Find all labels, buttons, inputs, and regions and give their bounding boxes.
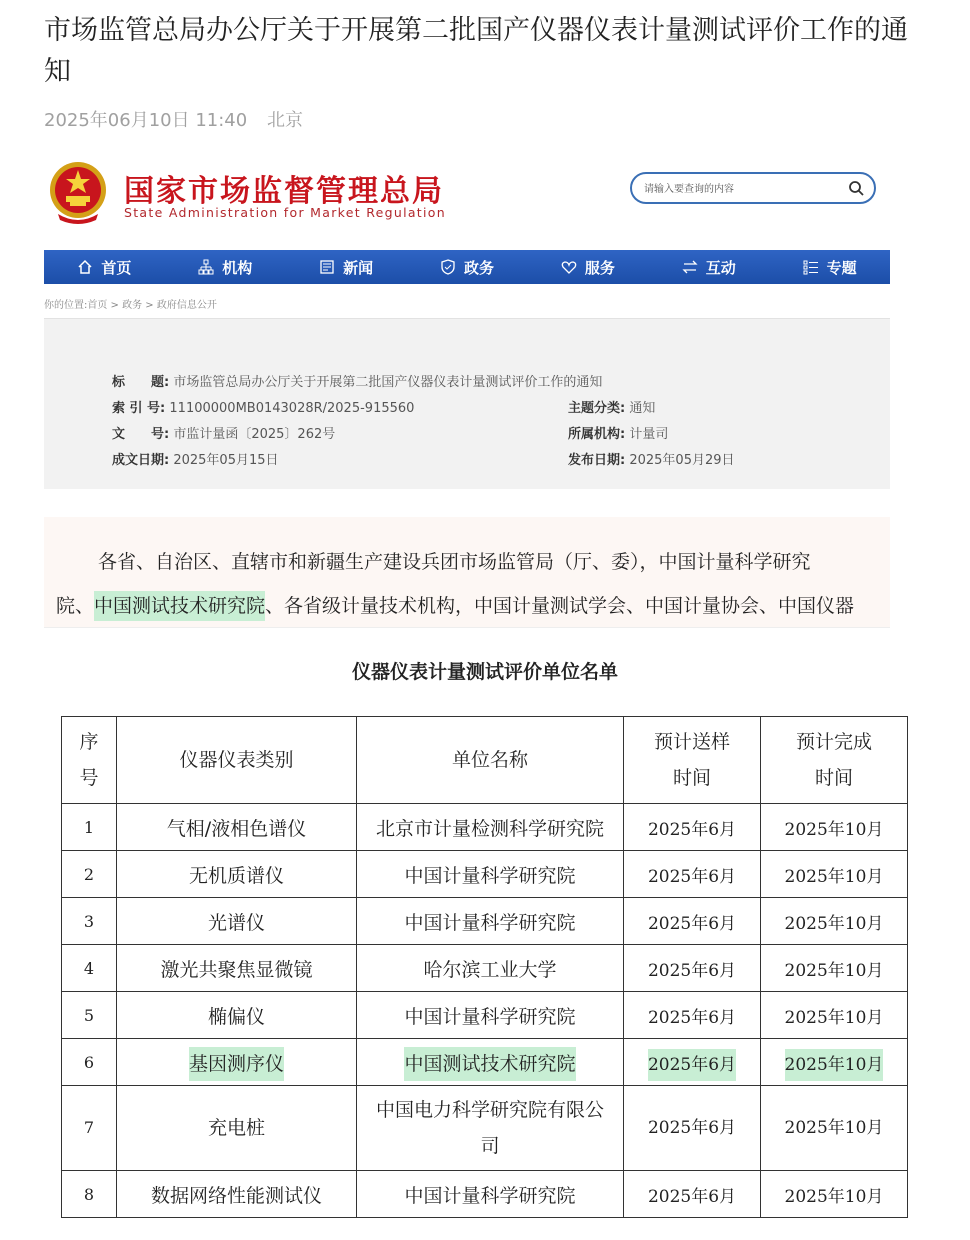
cell-done: 2025年10月 xyxy=(761,992,908,1039)
site-logo-en: State Administration for Market Regulation xyxy=(124,205,446,220)
info-doc-number-label: 文 号: xyxy=(112,427,170,442)
cell-unit: 中国计量科学研究院 xyxy=(357,1171,624,1218)
table-row xyxy=(62,851,908,898)
info-doc-number xyxy=(112,423,335,442)
letter-line-2-post: 、各省级计量技术机构，中国计量测试学会、中国计量协会、中国仪器 xyxy=(265,595,855,617)
cell-no: 6 xyxy=(62,1039,117,1086)
header-category: 仪器仪表类别 xyxy=(117,717,357,804)
cell-send: 2025年6月 xyxy=(624,851,761,898)
list-icon xyxy=(803,259,819,275)
cell-category: 光谱仪 xyxy=(117,898,357,945)
info-created-date xyxy=(112,449,279,468)
cell-send: 2025年6月 xyxy=(624,1171,761,1218)
info-title xyxy=(112,371,602,390)
info-org xyxy=(568,423,668,442)
letter-line-1: 各省、自治区、直辖市和新疆生产建设兵团市场监管局（厅、委），中国计量科学研究 xyxy=(98,551,811,573)
table-title: 仪器仪表计量测试评价单位名单 xyxy=(351,661,618,683)
nav-interaction[interactable] xyxy=(648,250,769,284)
table-row-highlighted xyxy=(62,1039,908,1086)
header-no: 序 号 xyxy=(62,717,117,804)
table-row xyxy=(62,945,908,992)
cell-category: 无机质谱仪 xyxy=(117,851,357,898)
header-unit: 单位名称 xyxy=(357,717,624,804)
search-input[interactable] xyxy=(642,178,836,200)
national-emblem-icon xyxy=(48,160,108,224)
document-info-box xyxy=(44,318,890,489)
cell-unit: 中国计量科学研究院 xyxy=(357,851,624,898)
cell-send: 2025年6月 xyxy=(624,898,761,945)
table-row xyxy=(62,992,908,1039)
table-row xyxy=(62,1171,908,1218)
cell-done: 2025年10月 xyxy=(761,804,908,851)
cell-send: 2025年6月 xyxy=(624,992,761,1039)
info-published-date xyxy=(568,449,735,468)
header-done-time: 预计完成 时间 xyxy=(761,717,908,804)
shield-icon xyxy=(440,259,456,275)
nav-government-affairs-label: 政务 xyxy=(464,258,495,277)
info-created-value: 2025年05月15日 xyxy=(173,453,279,468)
cell-send: 2025年6月 xyxy=(624,945,761,992)
nav-interaction-label: 互动 xyxy=(705,258,736,277)
exchange-icon xyxy=(682,259,698,275)
table-row xyxy=(62,1086,908,1171)
cell-category: 数据网络性能测试仪 xyxy=(117,1171,357,1218)
article-date: 2025年06月10日 11:40 xyxy=(44,110,248,131)
cell-category: 气相/液相色谱仪 xyxy=(117,804,357,851)
table-row xyxy=(62,804,908,851)
site-logo-cn[interactable]: 国家市场监督管理总局 xyxy=(124,174,444,209)
cell-no: 2 xyxy=(62,851,117,898)
info-doc-number-value: 市监计量函〔2025〕262号 xyxy=(173,427,336,442)
cell-no: 8 xyxy=(62,1171,117,1218)
breadcrumb[interactable]: 你的位置:首页 > 政务 > 政府信息公开 xyxy=(44,300,217,311)
cell-no: 7 xyxy=(62,1086,117,1171)
info-category-value: 通知 xyxy=(629,401,656,416)
cell-no: 1 xyxy=(62,804,117,851)
home-icon xyxy=(77,259,93,275)
info-category xyxy=(568,397,655,416)
cell-send: 2025年6月 xyxy=(624,804,761,851)
header-send-time: 预计送样 时间 xyxy=(624,717,761,804)
cell-done: 2025年10月 xyxy=(761,851,908,898)
info-published-label: 发布日期: xyxy=(568,453,626,468)
cell-no: 3 xyxy=(62,898,117,945)
cell-category: 充电桩 xyxy=(117,1086,357,1171)
nav-institutions[interactable] xyxy=(165,250,286,284)
nav-services[interactable] xyxy=(527,250,648,284)
info-index xyxy=(112,397,414,416)
nav-home-label: 首页 xyxy=(101,258,132,277)
letter-line-2 xyxy=(56,591,854,618)
info-index-label: 索 引 号: xyxy=(112,401,166,416)
cell-done: 2025年10月 xyxy=(761,945,908,992)
cell-done: 2025年10月 xyxy=(761,1171,908,1218)
nav-government-affairs[interactable] xyxy=(407,250,528,284)
cell-done: 2025年10月 xyxy=(761,898,908,945)
cell-done: 2025年10月 xyxy=(761,1039,908,1086)
evaluation-units-table xyxy=(61,716,908,1218)
article-title: 市场监管总局办公厅关于开展第二批国产仪器仪表计量测试评价工作的通知 xyxy=(44,15,908,87)
info-title-value: 市场监管总局办公厅关于开展第二批国产仪器仪表计量测试评价工作的通知 xyxy=(173,375,603,390)
nav-home[interactable] xyxy=(44,250,165,284)
site-header xyxy=(44,152,890,247)
cell-unit: 哈尔滨工业大学 xyxy=(357,945,624,992)
newspaper-icon xyxy=(319,259,335,275)
heart-icon xyxy=(561,259,577,275)
info-created-label: 成文日期: xyxy=(112,453,170,468)
cell-unit: 中国计量科学研究院 xyxy=(357,898,624,945)
cell-unit: 北京市计量检测科学研究院 xyxy=(357,804,624,851)
table-row xyxy=(62,898,908,945)
cell-category: 激光共聚焦显微镜 xyxy=(117,945,357,992)
cell-done: 2025年10月 xyxy=(761,1086,908,1171)
article-location: 北京 xyxy=(266,110,303,131)
main-nav xyxy=(44,250,890,284)
nav-topics[interactable] xyxy=(769,250,890,284)
info-title-label: 标 题: xyxy=(112,375,170,390)
cell-no: 5 xyxy=(62,992,117,1039)
cell-unit: 中国电力科学研究院有限公 司 xyxy=(357,1086,624,1171)
info-org-label: 所属机构: xyxy=(568,427,626,442)
highlighted-org: 中国测试技术研究院 xyxy=(94,591,265,621)
letter-line-2-pre: 院、 xyxy=(56,595,95,617)
search-icon[interactable] xyxy=(848,180,864,196)
info-category-label: 主题分类: xyxy=(568,401,626,416)
search-box xyxy=(630,172,876,204)
info-published-value: 2025年05月29日 xyxy=(629,453,735,468)
letter-body xyxy=(44,517,890,628)
info-index-value: 11100000MB0143028R/2025-915560 xyxy=(169,401,415,416)
info-org-value: 计量司 xyxy=(629,427,669,442)
cell-unit: 中国计量科学研究院 xyxy=(357,992,624,1039)
cell-category: 基因测序仪 xyxy=(117,1039,357,1086)
cell-no: 4 xyxy=(62,945,117,992)
nav-institutions-label: 机构 xyxy=(222,258,253,277)
nav-services-label: 服务 xyxy=(584,258,615,277)
cell-category: 椭偏仪 xyxy=(117,992,357,1039)
nav-news-label: 新闻 xyxy=(343,258,374,277)
article-meta xyxy=(44,106,317,132)
cell-unit: 中国测试技术研究院 xyxy=(357,1039,624,1086)
nav-topics-label: 专题 xyxy=(826,258,857,277)
cell-send: 2025年6月 xyxy=(624,1086,761,1171)
table-header-row xyxy=(62,717,908,804)
nav-news[interactable] xyxy=(286,250,407,284)
cell-send: 2025年6月 xyxy=(624,1039,761,1086)
org-chart-icon xyxy=(198,259,214,275)
